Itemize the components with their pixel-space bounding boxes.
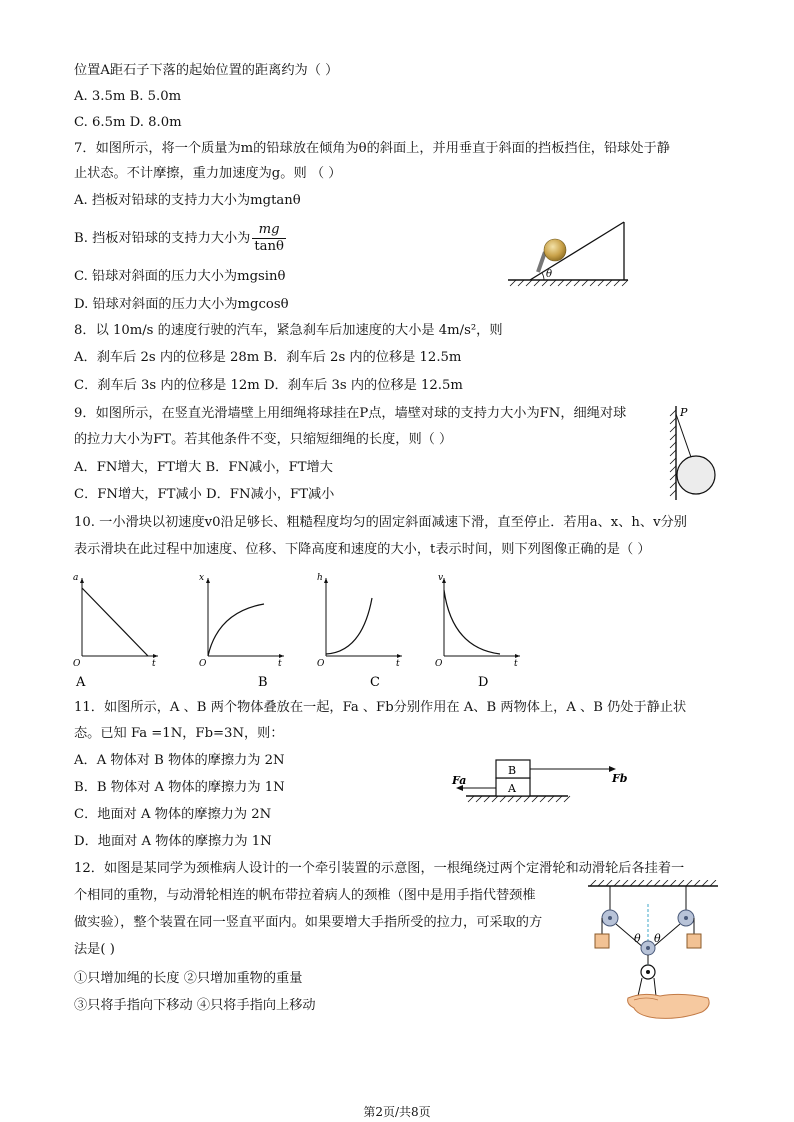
q10-graph-a: [68, 568, 168, 690]
q12-theta-right: θ: [654, 932, 661, 945]
q12-line3: 做实验），整个装置在同一竖直平面内。如果要增大手指所受的拉力，可采取的方: [74, 915, 543, 930]
q10-graph-c-xlabel: t: [396, 659, 400, 669]
q6-options-cd: C. 6.5m D. 8.0m: [74, 115, 182, 130]
q10-graph-b-caption: B: [258, 675, 268, 690]
q12-pulley-figure: [584, 880, 722, 1022]
q8-options-ab: A．刹车后 2s 内的位移是 28m B．刹车后 2s 内的位移是 12.5m: [74, 350, 462, 365]
q9-line1: 9．如图所示，在竖直光滑墙壁上用细绳将球挂在P点，墙壁对球的支持力大小为FN，细绳对球: [74, 406, 627, 421]
q8-options-cd: C．刹车后 3s 内的位移是 12m D．刹车后 3s 内的位移是 12.5m: [74, 378, 463, 393]
q7-option-d: D. 铅球对斜面的压力大小为mgcosθ: [74, 297, 289, 312]
q9-options-cd: C．FN增大，FT减小 D．FN减小，FT减小: [74, 487, 335, 502]
q10-graph-c-ylabel: h: [317, 573, 323, 583]
q9-wall-hatch: [670, 410, 676, 496]
q11-option-c: C．地面对 A 物体的摩擦力为 2N: [74, 807, 272, 822]
q7-option-b-denominator: tanθ: [254, 239, 284, 254]
q10-graph-a-ylabel: a: [73, 573, 79, 583]
q7-option-b-fraction: [252, 222, 286, 255]
q8-line1: 8．以 10m/s 的速度行驶的汽车，紧急刹车后加速度的大小是 4m/s²，则: [74, 323, 503, 338]
q7-option-b: [74, 222, 286, 256]
q10-graph-d-origin: O: [435, 659, 443, 669]
q10-graph-d-xlabel: t: [514, 659, 518, 669]
q10-graph-b-curve: [208, 604, 264, 656]
q12-line1: 12．如图是某同学为颈椎病人设计的一个牵引装置的示意图，一根绳绕过两个定滑轮和动滑轮后各挂着一: [74, 861, 685, 876]
q10-graph-c-origin: O: [317, 659, 325, 669]
q10-graph-b-origin: O: [199, 659, 207, 669]
q10-graph-c: [312, 568, 412, 690]
q10-graph-d: [430, 568, 530, 690]
q7-incline-figure: [500, 212, 640, 292]
q7-option-b-numerator: mg: [252, 222, 286, 239]
q11-blocks-figure: [446, 752, 636, 810]
q7-line1: 7．如图所示，将一个质量为m的铅球放在倾角为θ的斜面上，并用垂直于斜面的挡板挡住，铅球处于静: [74, 141, 670, 156]
q11-fa-label: Fa: [452, 774, 467, 787]
q12-ceiling-hatch: [590, 880, 716, 886]
q11-line2: 态。已知 Fa =1N，Fb=3N，则：: [74, 726, 284, 741]
q9-line2: 的拉力大小为FT。若其他条件不变，只缩短细绳的长度，则（ ）: [74, 432, 453, 447]
q12-left-weight: [595, 934, 609, 948]
q11-line1: 11．如图所示，A 、B 两个物体叠放在一起，Fa 、Fb分别作用在 A、B 两物体上，A 、B 仍处于静止状: [74, 700, 687, 715]
page-footer: 第2页/共8页: [363, 1105, 431, 1119]
q12-line2: 个相同的重物，与动滑轮相连的帆布带拉着病人的颈椎（图中是用手指代替颈椎: [74, 888, 536, 903]
q7-angle-arc: [542, 273, 544, 280]
q7-baffle: [538, 252, 545, 272]
q11-option-b: B．B 物体对 A 物体的摩擦力为 1N: [74, 780, 285, 795]
q12-line4: 法是( ): [74, 942, 115, 957]
q7-lead-ball: [544, 239, 566, 261]
q10-graph-b-xlabel: t: [278, 659, 282, 669]
q9-p-label: P: [680, 406, 688, 419]
q12-options-34: ③只将手指向下移动 ④只将手指向上移动: [74, 998, 316, 1013]
q11-option-a: A．A 物体对 B 物体的摩擦力为 2N: [74, 753, 285, 768]
q10-graph-b: [194, 568, 294, 690]
q7-option-c: C. 铅球对斜面的压力大小为mgsinθ: [74, 269, 286, 284]
q12-right-weight: [687, 934, 701, 948]
q7-ground-hatch: [510, 280, 628, 286]
q12-options-12: ①只增加绳的长度 ②只增加重物的重量: [74, 971, 303, 986]
q12-theta-left: θ: [634, 932, 641, 945]
q10-line1: 10. 一小滑块以初速度v0沿足够长、粗糙程度均匀的固定斜面减速下滑，直至停止．若用a、x、h、v分别: [74, 515, 687, 530]
q9-wall-ball-figure: [664, 402, 724, 504]
q7-option-b-prefix: B. 挡板对铅球的支持力大小为: [74, 231, 251, 246]
q10-graph-b-ylabel: x: [199, 573, 205, 583]
q11-ground-hatch: [468, 796, 570, 802]
q12-hand: [628, 994, 710, 1018]
q11-block-b-label: B: [508, 764, 517, 777]
q10-graph-a-caption: A: [76, 675, 86, 690]
q10-graph-c-curve: [326, 598, 372, 654]
q10-line2: 表示滑块在此过程中加速度、位移、下降高度和速度的大小，t表示时间，则下列图像正确的是（ ）: [74, 542, 651, 557]
q7-line2: 止状态。不计摩擦，重力加速度为g。则 （ ）: [74, 166, 342, 181]
q7-option-a: A. 挡板对铅球的支持力大小为mgtanθ: [74, 193, 301, 208]
q9-string: [676, 414, 692, 460]
q10-graph-a-xlabel: t: [152, 659, 156, 669]
q9-ball: [677, 456, 715, 494]
q9-options-ab: A．FN增大，FT增大 B．FN减小，FT增大: [74, 460, 333, 475]
q6-line1: 位置A距石子下落的起始位置的距离约为（ ）: [74, 63, 339, 78]
q11-block-a-label: A: [508, 782, 516, 795]
q10-graph-a-origin: O: [73, 659, 81, 669]
q10-graph-d-caption: D: [478, 675, 489, 690]
q11-option-d: D．地面对 A 物体的摩擦力为 1N: [74, 834, 272, 849]
q10-graph-c-caption: C: [370, 675, 380, 690]
q10-graph-a-curve: [82, 588, 148, 656]
q7-theta-label: θ: [546, 269, 553, 280]
q11-fb-label: Fb: [612, 772, 628, 785]
q6-options-ab: A. 3.5m B. 5.0m: [74, 89, 182, 104]
q10-graph-d-curve: [444, 590, 500, 654]
q10-graph-d-ylabel: v: [438, 573, 444, 583]
